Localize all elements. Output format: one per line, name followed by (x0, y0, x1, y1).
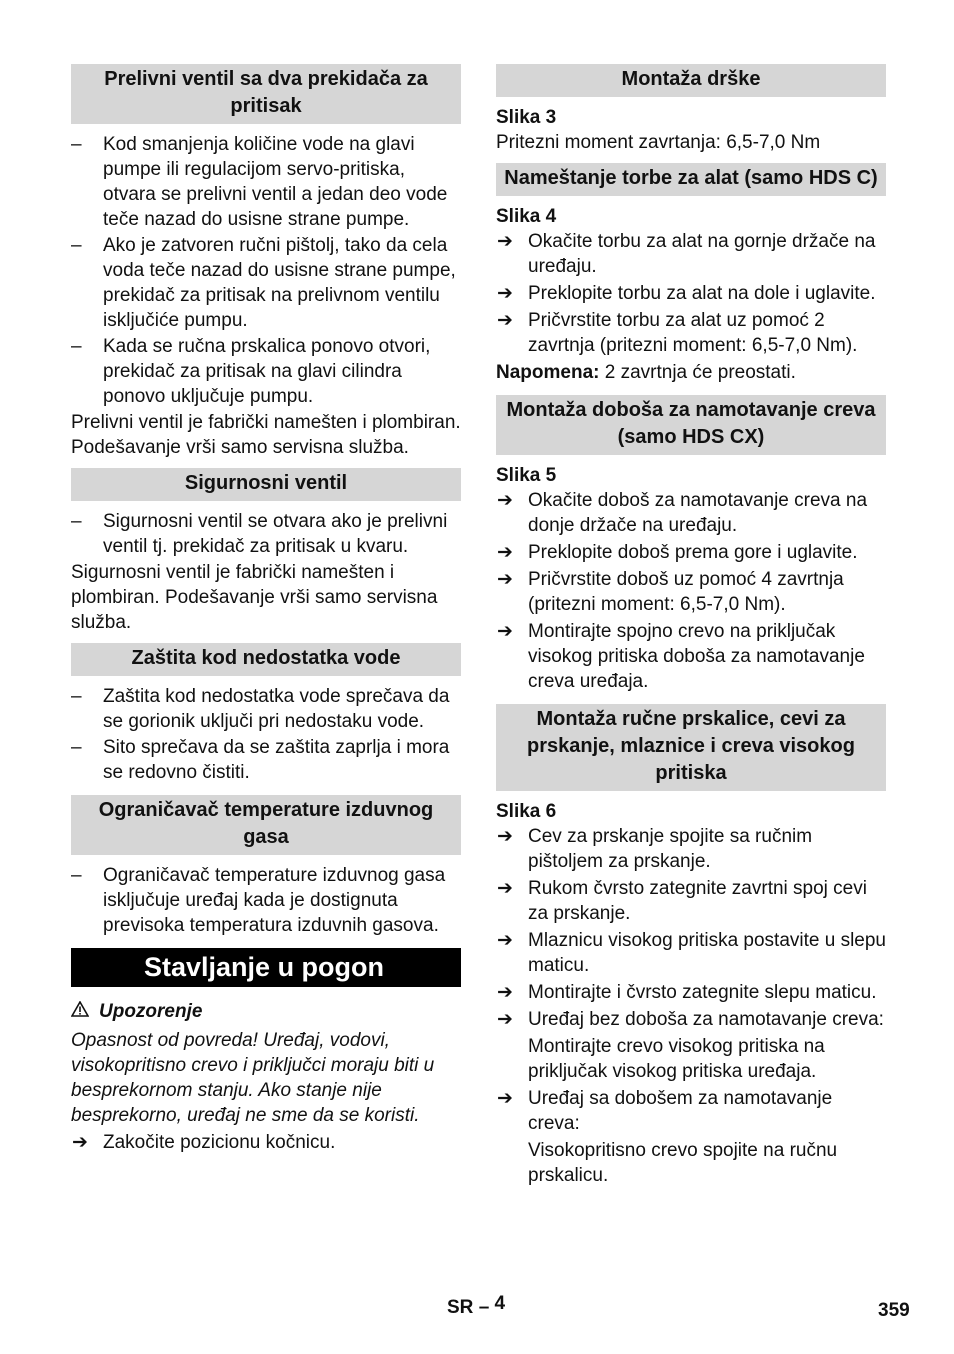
step-item: ➔ Uređaj bez doboša za namotavanje creva: (497, 1009, 884, 1030)
dash-bullet: – (71, 865, 82, 886)
step-item: ➔ Okačite torbu za alat na gornje držače na uređaju. (497, 231, 876, 277)
step-item: ➔ Pričvrstite doboš uz pomoć 4 zavrtnja (pritezni moment: 6,5-7,0 Nm). (497, 569, 844, 615)
step-item: ➔ Mlaznicu visokog pritiska postavite u slepu maticu. (497, 930, 887, 976)
right-arrow-icon: ➔ (497, 283, 513, 304)
figure-reference: Slika 6 (496, 801, 557, 822)
right-arrow-icon: ➔ (497, 826, 513, 847)
figure-reference: Slika 3 (496, 107, 557, 128)
section-heading-hose-reel: Montaža doboša za namotavanje creva (samo HDS CX) (496, 395, 886, 455)
right-arrow-icon: ➔ (497, 621, 513, 642)
paragraph: Prelivni ventil je fabrički namešten i plombiran. Podešavanje vrši samo servisna služba. (71, 412, 461, 458)
warning-triangle-icon (71, 1001, 89, 1022)
step-item: ➔ Pričvrstite torbu za alat uz pomoć 2 zavrtnja (pritezni moment: 6,5-7,0 Nm). (497, 310, 858, 356)
right-arrow-icon: ➔ (497, 490, 513, 511)
chapter-heading: Stavljanje u pogon (71, 948, 461, 987)
figure-reference: Slika 5 (496, 465, 557, 486)
left-column (71, 64, 461, 1157)
right-arrow-icon: ➔ (497, 542, 513, 563)
right-column (496, 64, 886, 1188)
list-item: – Kod smanjenja količine vode na glavi pumpe ili regulacijom servo-pritiska, otvara se prelivni ventil a jedan deo vode teče nazad do usisne strane pumpe. (71, 134, 448, 230)
note: Napomena: 2 zavrtnja će preostati. (496, 362, 796, 383)
dash-bullet: – (71, 511, 82, 532)
list-item: – Kada se ručna prskalica ponovo otvori, prekidač za pritisak na glavi cilindra ponovo uključuje pumpu. (71, 336, 431, 407)
right-arrow-icon: ➔ (497, 982, 513, 1003)
step-item: ➔ Cev za prskanje spojite sa ručnim pištoljem za prskanje. (497, 826, 813, 872)
figure-reference: Slika 4 (496, 206, 557, 227)
step-item: ➔ Zakočite pozicionu kočnicu. (72, 1132, 336, 1153)
right-arrow-icon: ➔ (497, 878, 513, 899)
right-arrow-icon: ➔ (497, 930, 513, 951)
step-item: ➔ Montirajte spojno crevo na priključak visokog pritiska doboša za namotavanje creva uređaja. (497, 621, 865, 692)
step-detail: Montirajte crevo visokog pritiska na priključak visokog pritiska uređaja. (528, 1036, 825, 1082)
right-arrow-icon: ➔ (497, 1088, 513, 1109)
right-arrow-icon: ➔ (497, 310, 513, 331)
section-heading-exhaust-temp-limiter: Ograničavač temperature izduvnog gasa (71, 795, 461, 855)
warning-text: Opasnost od povreda! Uređaj, vodovi, visokopritisno crevo i priključci moraju biti u besprekornom stanju. Ako stanje nije besprekorno, uređaj ne sme da se koristi. (71, 1030, 435, 1126)
page-number: 359 (878, 1300, 910, 1321)
list-item: – Ako je zatvoren ručni pištolj, tako da cela voda teče nazad do usisne strane pumpe, prekidač za pritisak na prelivnom ventilu isključiće pumpu. (71, 235, 456, 331)
dash-bullet: – (71, 235, 82, 256)
step-item: ➔ Montirajte i čvrsto zategnite slepu maticu. (497, 982, 877, 1003)
dash-bullet: – (71, 336, 82, 357)
step-item: ➔ Okačite doboš za namotavanje creva na donje držače na uređaju. (497, 490, 868, 536)
dash-bullet: – (71, 686, 82, 707)
section-heading-tool-bag: Nameštanje torbe za alat (samo HDS C) (496, 163, 886, 196)
paragraph: Pritezni moment zavrtanja: 6,5-7,0 Nm (496, 132, 821, 153)
right-arrow-icon: ➔ (72, 1132, 88, 1153)
step-item: ➔ Uređaj sa dobošem za namotavanje creva: (497, 1088, 833, 1134)
section-heading-water-shortage: Zaštita kod nedostatka vode (71, 643, 461, 676)
right-arrow-icon: ➔ (497, 231, 513, 252)
section-heading-handle: Montaža drške (496, 64, 886, 97)
section-heading-spray-gun-assembly: Montaža ručne prskalice, cevi za prskanje, mlaznice i creva visokog pritiska (496, 704, 886, 791)
section-heading-overflow-valve: Prelivni ventil sa dva prekidača za pritisak (71, 64, 461, 124)
dash-bullet: – (71, 134, 82, 155)
right-arrow-icon: ➔ (497, 1009, 513, 1030)
step-item: ➔ Rukom čvrsto zategnite zavrtni spoj cevi za prskanje. (497, 878, 867, 924)
list-item: – Zaštita kod nedostatka vode sprečava da se gorionik uključi pri nedostaku vode. (71, 686, 450, 732)
page-footer-locale: SR – 4 (447, 1293, 506, 1318)
step-item: ➔ Preklopite doboš prema gore i uglavite. (497, 542, 858, 563)
dash-bullet: – (71, 737, 82, 758)
step-item: ➔ Preklopite torbu za alat na dole i uglavite. (497, 283, 876, 304)
paragraph: Sigurnosni ventil je fabrički namešten i plombiran. Podešavanje vrši samo servisna služba. (71, 562, 438, 633)
list-item: – Ograničavač temperature izduvnog gasa isključuje uređaj kada je dostignuta previsoka temperatura izduvnih gasova. (71, 865, 446, 936)
step-detail: Visokopritisno crevo spojite na ručnu prskalicu. (528, 1140, 838, 1186)
right-arrow-icon: ➔ (497, 569, 513, 590)
warning-title: Upozorenje (71, 999, 461, 1024)
list-item: – Sito sprečava da se zaštita zaprlja i mora se redovno čistiti. (71, 737, 450, 783)
list-item: – Sigurnosni ventil se otvara ako je prelivni ventil tj. prekidač za pritisak u kvaru. (71, 511, 448, 557)
section-heading-safety-valve: Sigurnosni ventil (71, 468, 461, 501)
